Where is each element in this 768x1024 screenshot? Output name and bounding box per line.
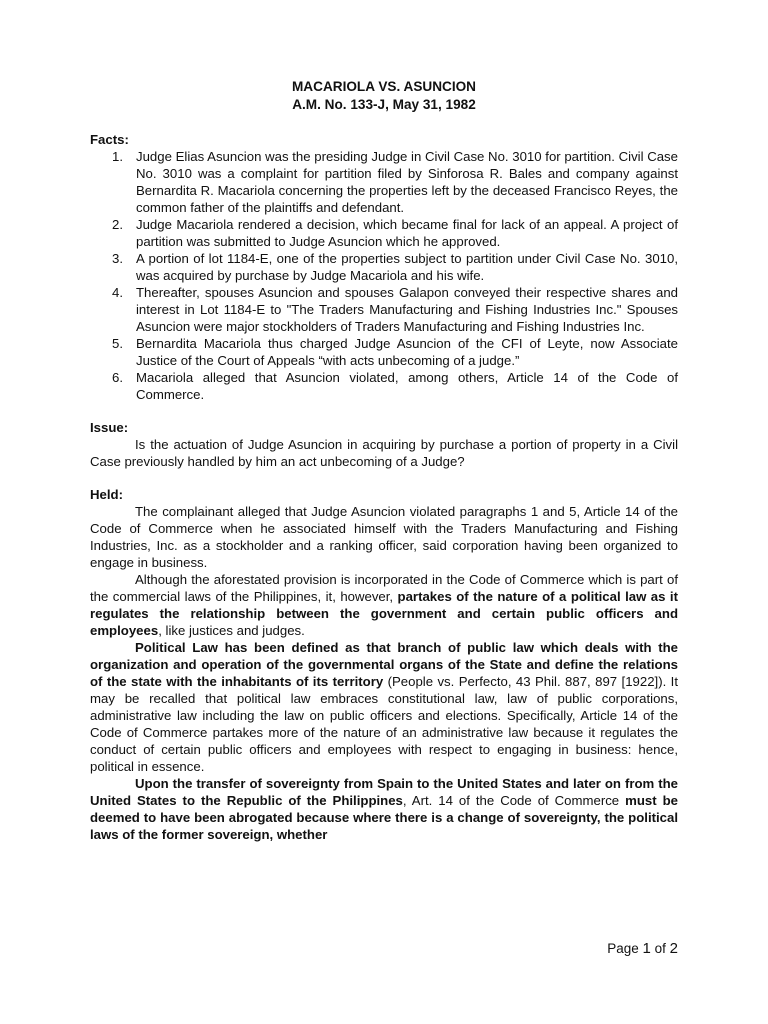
total-page-number: 2 <box>669 940 678 957</box>
list-number: 1. <box>112 149 123 164</box>
held-paragraph-1: The complainant alleged that Judge Asuncion violated paragraphs 1 and 5, Article 14 of the Code of Commerce when he associated himself with the Traders Manufacturing and Fishing Industries, Inc. as a stockholder and a ranking officer, said corporation having been organized to engage in business. <box>90 504 678 570</box>
paragraph-text: , like justices and judges. <box>158 623 305 638</box>
page-label: Page <box>607 941 639 956</box>
bold-emphasis: Upon the transfer of sovereignty from Spain to the United States and later on from the United States to the Republic of the Philippines <box>90 776 678 808</box>
bold-emphasis: must be deemed to have been abrogated because where there is a change of sovereignty, the political laws of the former sovereign, whether <box>90 793 678 842</box>
facts-heading: Facts: <box>90 132 129 147</box>
current-page-number: 1 <box>642 940 651 957</box>
list-number: 4. <box>112 285 123 300</box>
case-title: MACARIOLA VS. ASUNCION <box>291 79 477 94</box>
held-paragraph-4 <box>90 775 678 843</box>
of-label: of <box>654 941 666 956</box>
list-item <box>90 335 678 369</box>
list-number: 6. <box>112 370 123 385</box>
list-number: 3. <box>112 251 123 266</box>
list-text: Bernardita Macariola thus charged Judge Asuncion of the CFI of Leyte, now Associate Justice of the Court of Appeals “with acts unbecoming of a judge.” <box>136 336 678 368</box>
list-text: Thereafter, spouses Asuncion and spouses Galapon conveyed their respective shares and interest in Lot 1184-E to "The Traders Manufacturing and Fishing Industries Inc." Spouses Asuncion were major stockholders of Traders Manufacturing and Fishing Industries Inc. <box>136 285 678 334</box>
list-item <box>90 216 678 250</box>
case-header <box>90 78 678 114</box>
list-text: A portion of lot 1184-E, one of the properties subject to partition under Civil Case No. 3010, was acquired by purchase by Judge Macariola and his wife. <box>136 251 678 283</box>
issue-heading: Issue: <box>90 420 129 435</box>
list-text: Judge Elias Asuncion was the presiding Judge in Civil Case No. 3010 for partition. Civil Case No. 3010 was a complaint for partition filed by Sinforosa R. Bales and company against Bernardita R. Macariola concerning the properties left by the deceased Francisco Reyes, the common father of the plaintiffs and defendant. <box>136 149 678 215</box>
bold-emphasis: partakes of the nature of a political law as it regulates the relationship between the government and certain public officers and employees <box>90 589 678 638</box>
held-heading: Held: <box>90 487 123 502</box>
case-citation: A.M. No. 133-J, May 31, 1982 <box>292 97 476 112</box>
paragraph-text: Although the aforestated provision is incorporated in the Code of Commerce which is part of the commercial laws of the Philippines, it, however, <box>90 572 678 604</box>
list-text: Judge Macariola rendered a decision, which became final for lack of an appeal. A project of partition was submitted to Judge Asuncion which he approved. <box>136 217 678 249</box>
paragraph-text: , Art. 14 of the Code of Commerce <box>402 793 626 808</box>
list-item <box>90 369 678 403</box>
paragraph-text: (People vs. Perfecto, 43 Phil. 887, 897 [1922]). It may be recalled that political law embraces constitutional law, law of public corporations, administrative law including the law on public officers and elections. Specifically, Article 14 of the Code of Commerce partakes more of the nature of an administrative law because it regulates the conduct of certain public officers and employees with respect to engaging in business: hence, political in essence. <box>90 674 678 774</box>
issue-paragraph: Is the actuation of Judge Asuncion in acquiring by purchase a portion of property in a Civil Case previously handled by him an act unbecoming of a Judge? <box>90 437 678 469</box>
list-item <box>90 148 678 216</box>
list-text: Macariola alleged that Asuncion violated, among others, Article 14 of the Code of Commerce. <box>136 370 678 402</box>
list-number: 5. <box>112 336 123 351</box>
page-footer <box>607 940 678 957</box>
bold-emphasis: Political Law has been defined as that branch of public law which deals with the organization and operation of the governmental organs of the State and define the relations of the state with the inhabitants of its territory <box>90 640 678 689</box>
list-number: 2. <box>112 217 123 232</box>
list-item <box>90 284 678 335</box>
held-paragraph-3 <box>90 639 678 775</box>
facts-list <box>90 148 678 403</box>
held-paragraph-2 <box>90 571 678 639</box>
list-item <box>90 250 678 284</box>
